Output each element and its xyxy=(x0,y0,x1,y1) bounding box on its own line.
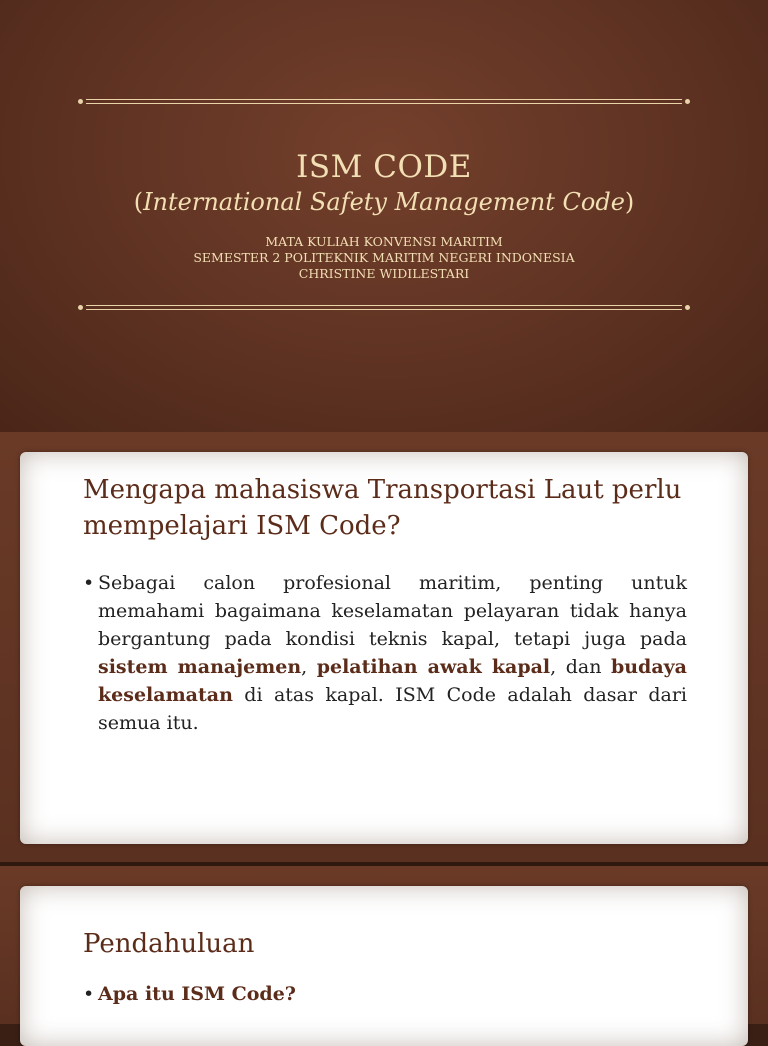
rule-line xyxy=(86,305,682,306)
slide-subtitle xyxy=(0,186,768,218)
text-run: di atas kapal. ISM Code adalah dasar dari semua itu. xyxy=(98,684,687,734)
rule-line xyxy=(86,99,682,100)
bold-term-safety-culture: budaya keselamatan xyxy=(98,656,687,706)
rule-dot xyxy=(78,305,83,310)
course-name: MATA KULIAH KONVENSI MARITIM xyxy=(265,234,503,249)
bottom-ornament-rule xyxy=(78,305,690,311)
bullet-item xyxy=(83,569,687,737)
title-slide xyxy=(0,0,768,432)
text-run: , xyxy=(301,656,317,678)
slide-introduction xyxy=(0,866,768,1024)
rule-line xyxy=(86,309,682,310)
bullet-text xyxy=(98,569,687,737)
author-name: CHRISTINE WIDILESTARI xyxy=(298,266,470,281)
rule-dot xyxy=(685,99,690,104)
subtitle-open-paren: ( xyxy=(133,188,144,216)
bullet-text: Apa itu ISM Code? xyxy=(98,983,296,1005)
card-heading: Mengapa mahasiswa Transportasi Laut perlu mempelajari ISM Code? xyxy=(83,475,682,541)
content-card xyxy=(20,886,748,1046)
rule-line xyxy=(86,103,682,104)
top-ornament-rule xyxy=(78,99,690,105)
slide-why-learn xyxy=(0,432,768,862)
content-card xyxy=(20,452,748,844)
text-run: , dan xyxy=(550,656,611,678)
rule-dot xyxy=(685,305,690,310)
bold-term-training: pelatihan awak kapal xyxy=(316,656,551,678)
bold-term-management: sistem manajemen xyxy=(98,656,302,678)
rule-dot xyxy=(78,99,83,104)
bullet-dot: • xyxy=(83,572,95,594)
bullet-item xyxy=(83,980,687,1008)
bullet-dot: • xyxy=(83,983,95,1005)
semester-institution: SEMESTER 2 POLITEKNIK MARITIM NEGERI INDONESIA xyxy=(193,250,575,265)
slide-title: ISM CODE xyxy=(296,149,472,185)
subtitle-close-paren: ) xyxy=(624,188,635,216)
course-info xyxy=(0,234,768,282)
text-run: Sebagai calon profesional maritim, penting untuk memahami bagaimana keselamatan pelayaran tidak hanya bergantung pada kondisi teknis kapal, tetapi juga pada xyxy=(98,572,687,650)
card-heading: Pendahuluan xyxy=(83,929,255,959)
subtitle-text: International Safety Management Code xyxy=(143,188,625,216)
